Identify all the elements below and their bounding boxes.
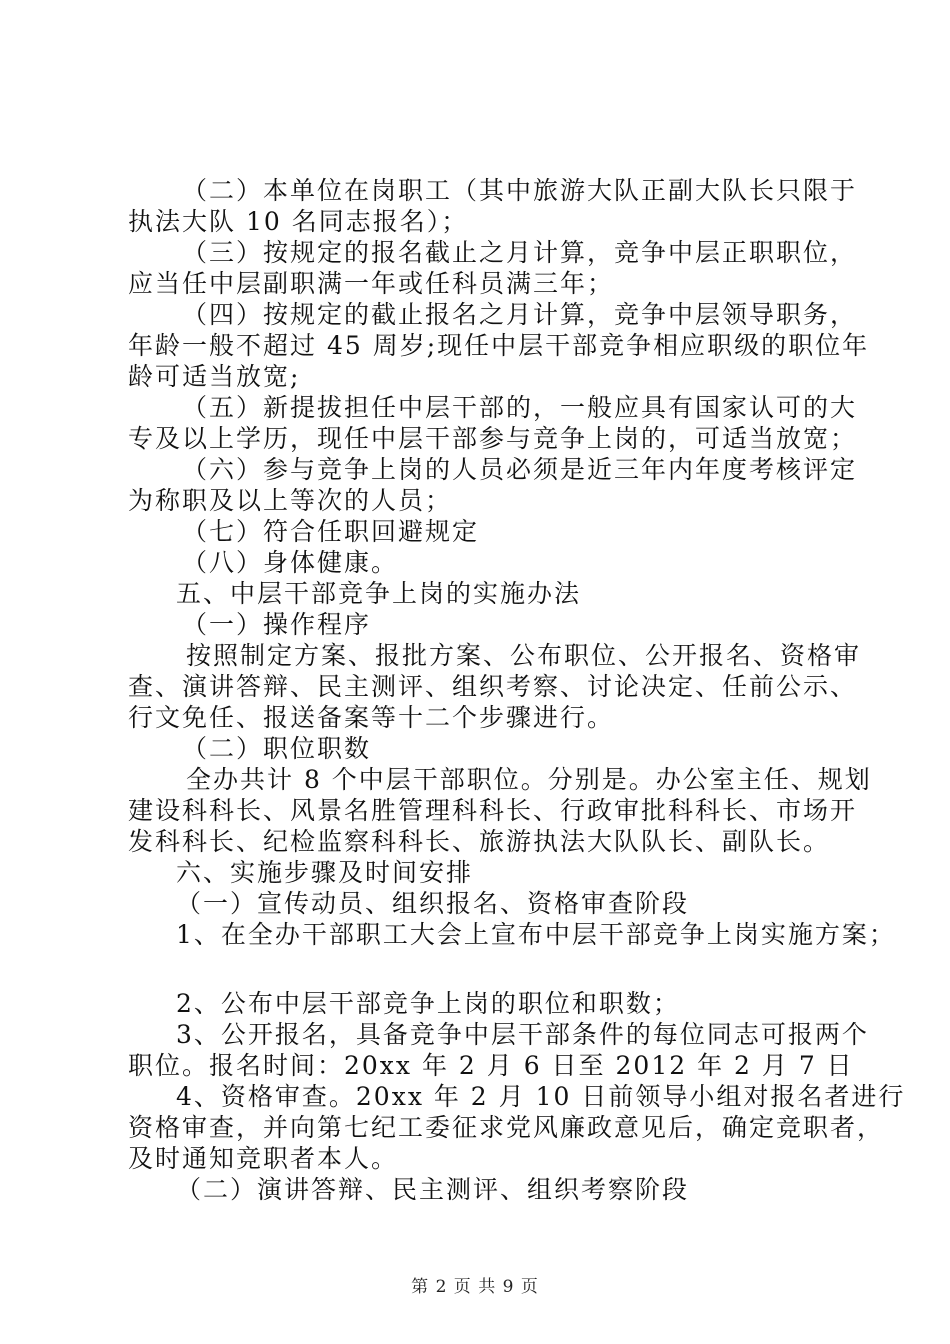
text-line: 全办共计 8 个中层干部职位。分别是。办公室主任、规划	[186, 765, 872, 794]
section-heading: 六、实施步骤及时间安排	[176, 858, 474, 887]
text-line: （三）按规定的报名截止之月计算，竞争中层正职职位，	[182, 238, 858, 267]
subsection-heading: （二）职位职数	[182, 734, 372, 763]
text-line: 发科科长、纪检监察科科长、旅游执法大队队长、副队长。	[128, 827, 831, 856]
text-line: （七）符合任职回避规定	[182, 517, 480, 546]
text-line: 为称职及以上等次的人员；	[128, 486, 453, 515]
text-line: 执法大队 10 名同志报名）；	[128, 207, 469, 236]
text-line: 按照制定方案、报批方案、公布职位、公开报名、资格审	[186, 641, 862, 670]
paragraph-gap	[128, 950, 838, 988]
text-line: （四）按规定的截止报名之月计算，竞争中层领导职务，	[182, 300, 858, 329]
text-line: 龄可适当放宽;	[128, 362, 301, 391]
text-line: 及时通知竞职者本人。	[128, 1144, 399, 1173]
text-line: 2、公布中层干部竞争上岗的职位和职数；	[176, 989, 680, 1018]
text-line: 职位。报名时间：20xx 年 2 月 6 日至 2012 年 2 月 7 日	[128, 1051, 854, 1080]
text-line: 3、公开报名，具备竞争中层干部条件的每位同志可报两个	[176, 1020, 869, 1049]
text-line: 查、演讲答辩、民主测评、组织考察、讨论决定、任前公示、	[128, 672, 858, 701]
text-line: 资格审查，并向第七纪工委征求党风廉政意见后，确定竞职者，	[128, 1113, 885, 1142]
text-line: 4、资格审查。20xx 年 2 月 10 日前领导小组对报名者进行	[176, 1082, 906, 1111]
text-line: （二）本单位在岗职工（其中旅游大队正副大队长只限于	[182, 176, 858, 205]
section-heading: 五、中层干部竞争上岗的实施办法	[176, 579, 582, 608]
page-number-footer: 第 2 页 共 9 页	[411, 1277, 539, 1297]
text-line: 建设科科长、风景名胜管理科科长、行政审批科科长、市场开	[128, 796, 858, 825]
subsection-heading: （一）宣传动员、组织报名、资格审查阶段	[176, 889, 690, 918]
text-line: 专及以上学历，现任中层干部参与竞争上岗的，可适当放宽；	[128, 424, 858, 453]
text-line: （八）身体健康。	[182, 548, 399, 577]
text-line: 行文免任、报送备案等十二个步骤进行。	[128, 703, 615, 732]
text-line: （六）参与竞争上岗的人员必须是近三年内年度考核评定	[182, 455, 858, 484]
text-line: 应当任中层副职满一年或任科员满三年；	[128, 269, 615, 298]
text-line: 1、在全办干部职工大会上宣布中层干部竞争上岗实施方案；	[176, 920, 896, 949]
text-line: 年龄一般不超过 45 周岁;现任中层干部竞争相应职级的职位年	[128, 331, 870, 360]
subsection-heading: （一）操作程序	[182, 610, 372, 639]
document-body	[128, 175, 906, 1205]
subsection-heading: （二）演讲答辩、民主测评、组织考察阶段	[176, 1175, 690, 1204]
text-line: （五）新提拔担任中层干部的，一般应具有国家认可的大	[182, 393, 858, 422]
